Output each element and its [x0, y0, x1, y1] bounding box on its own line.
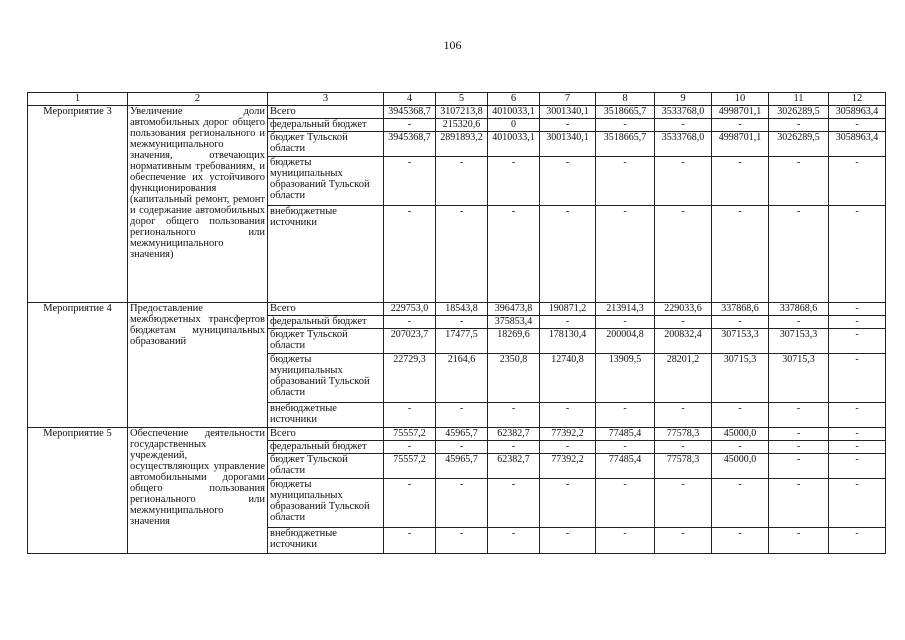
funding-source: бюджеты муниципальных образований Тульской области	[268, 479, 384, 528]
funding-source: бюджеты муниципальных образований Тульской области	[268, 354, 384, 403]
amount-cell: -	[829, 206, 886, 303]
amount-cell: 18543,8	[436, 303, 488, 316]
column-header: 11	[769, 93, 829, 106]
amount-cell: 77578,3	[655, 454, 712, 479]
amount-cell: -	[540, 403, 596, 428]
amount-cell: 75557,2	[384, 454, 436, 479]
amount-cell: 45000,0	[712, 428, 769, 441]
measure-description: Обеспечение деятельности государственных учреждений, осуществляющих управление автомобильными дорогами общего пользования регионального или межмуниципального значения	[128, 428, 268, 554]
amount-cell: 45000,0	[712, 454, 769, 479]
amount-cell: -	[655, 157, 712, 206]
column-header: 12	[829, 93, 886, 106]
amount-cell: -	[540, 206, 596, 303]
table-body	[28, 106, 886, 554]
amount-cell: 12740,8	[540, 354, 596, 403]
amount-cell: -	[712, 441, 769, 454]
amount-cell: -	[436, 528, 488, 554]
amount-cell: 3518665,7	[596, 132, 655, 157]
measure-label: Мероприятие 4	[28, 303, 128, 428]
amount-cell: 178130,4	[540, 329, 596, 354]
header-row	[28, 93, 886, 106]
amount-cell: 3945368,7	[384, 106, 436, 119]
amount-cell: 4998701,1	[712, 106, 769, 119]
amount-cell: -	[596, 528, 655, 554]
amount-cell: 18269,6	[488, 329, 540, 354]
amount-cell: 4010033,1	[488, 132, 540, 157]
amount-cell: 62382,7	[488, 428, 540, 441]
amount-cell: 3533768,0	[655, 106, 712, 119]
column-header: 6	[488, 93, 540, 106]
amount-cell: -	[769, 119, 829, 132]
amount-cell: 307153,3	[769, 329, 829, 354]
amount-cell: -	[829, 157, 886, 206]
amount-cell: 22729,3	[384, 354, 436, 403]
amount-cell: -	[829, 354, 886, 403]
column-header: 9	[655, 93, 712, 106]
funding-source: Всего	[268, 428, 384, 441]
amount-cell: 3001340,1	[540, 106, 596, 119]
amount-cell: -	[596, 119, 655, 132]
amount-cell: 4998701,1	[712, 132, 769, 157]
amount-cell: -	[436, 157, 488, 206]
amount-cell: -	[436, 479, 488, 528]
amount-cell: -	[829, 403, 886, 428]
amount-cell: 75557,2	[384, 428, 436, 441]
funding-source: бюджеты муниципальных образований Тульской области	[268, 157, 384, 206]
table-row	[28, 106, 886, 119]
amount-cell: -	[712, 479, 769, 528]
amount-cell: -	[655, 441, 712, 454]
amount-cell: -	[384, 119, 436, 132]
table-row	[28, 303, 886, 316]
amount-cell: -	[596, 403, 655, 428]
funding-source: бюджет Тульской области	[268, 329, 384, 354]
amount-cell: -	[829, 329, 886, 354]
amount-cell: -	[829, 441, 886, 454]
measure-label: Мероприятие 5	[28, 428, 128, 554]
amount-cell: -	[712, 157, 769, 206]
amount-cell: -	[829, 479, 886, 528]
amount-cell: -	[769, 428, 829, 441]
amount-cell: -	[384, 479, 436, 528]
amount-cell: 45965,7	[436, 428, 488, 441]
amount-cell: -	[436, 403, 488, 428]
amount-cell: -	[540, 316, 596, 329]
amount-cell: -	[769, 479, 829, 528]
amount-cell: 3058963,4	[829, 132, 886, 157]
funding-source: внебюджетные источники	[268, 528, 384, 554]
amount-cell: -	[436, 441, 488, 454]
amount-cell: -	[488, 479, 540, 528]
amount-cell: 200004,8	[596, 329, 655, 354]
funding-source: бюджет Тульской области	[268, 454, 384, 479]
amount-cell: 337868,6	[769, 303, 829, 316]
amount-cell: -	[655, 528, 712, 554]
amount-cell: -	[655, 316, 712, 329]
amount-cell: -	[712, 528, 769, 554]
page-number: 106	[443, 38, 462, 52]
column-header: 5	[436, 93, 488, 106]
amount-cell: 3945368,7	[384, 132, 436, 157]
amount-cell: -	[384, 157, 436, 206]
measure-description: Увеличение доли автомобильных дорог общего пользования регионального и межмуниципального значения, отвечающих нормативным требованиям, и обеспечение их устойчивого функционирования (капитальный ремонт, ремонт и содержание автомобильных дорог общего пользования регионального или межмуниципального значения)	[128, 106, 268, 303]
amount-cell: -	[769, 316, 829, 329]
funding-source: внебюджетные источники	[268, 206, 384, 303]
amount-cell: -	[829, 303, 886, 316]
amount-cell: 13909,5	[596, 354, 655, 403]
amount-cell: -	[769, 403, 829, 428]
amount-cell: 77392,2	[540, 428, 596, 441]
amount-cell: 3026289,5	[769, 106, 829, 119]
amount-cell: 3058963,4	[829, 106, 886, 119]
amount-cell: -	[596, 316, 655, 329]
column-header: 3	[268, 93, 384, 106]
amount-cell: 3107213,8	[436, 106, 488, 119]
amount-cell: -	[488, 441, 540, 454]
amount-cell: -	[488, 528, 540, 554]
amount-cell: -	[829, 428, 886, 441]
amount-cell: -	[769, 206, 829, 303]
amount-cell: -	[829, 316, 886, 329]
amount-cell: 17477,5	[436, 329, 488, 354]
amount-cell: 215320,6	[436, 119, 488, 132]
column-header: 8	[596, 93, 655, 106]
amount-cell: -	[596, 479, 655, 528]
amount-cell: -	[540, 528, 596, 554]
amount-cell: 77485,4	[596, 454, 655, 479]
amount-cell: -	[712, 403, 769, 428]
amount-cell: 30715,3	[769, 354, 829, 403]
amount-cell: -	[540, 479, 596, 528]
amount-cell: 229753,0	[384, 303, 436, 316]
amount-cell: 207023,7	[384, 329, 436, 354]
amount-cell: -	[596, 157, 655, 206]
amount-cell: -	[769, 528, 829, 554]
amount-cell: 229033,6	[655, 303, 712, 316]
amount-cell: -	[829, 119, 886, 132]
column-header: 4	[384, 93, 436, 106]
amount-cell: 2164,6	[436, 354, 488, 403]
amount-cell: -	[712, 206, 769, 303]
column-header: 1	[28, 93, 128, 106]
amount-cell: -	[436, 316, 488, 329]
funding-source: внебюджетные источники	[268, 403, 384, 428]
amount-cell: -	[712, 316, 769, 329]
column-header: 2	[128, 93, 268, 106]
amount-cell: -	[384, 316, 436, 329]
amount-cell: -	[596, 206, 655, 303]
amount-cell: -	[540, 157, 596, 206]
amount-cell: 28201,2	[655, 354, 712, 403]
funding-source: федеральный бюджет	[268, 316, 384, 329]
amount-cell: 45965,7	[436, 454, 488, 479]
amount-cell: -	[384, 528, 436, 554]
amount-cell: -	[488, 157, 540, 206]
amount-cell: -	[712, 119, 769, 132]
amount-cell: -	[436, 206, 488, 303]
amount-cell: 307153,3	[712, 329, 769, 354]
amount-cell: 213914,3	[596, 303, 655, 316]
amount-cell: 30715,3	[712, 354, 769, 403]
amount-cell: -	[769, 157, 829, 206]
amount-cell: -	[769, 454, 829, 479]
amount-cell: 4010033,1	[488, 106, 540, 119]
amount-cell: 2350,8	[488, 354, 540, 403]
measure-description: Предоставление межбюджетных трансфертов бюджетам муниципальных образований	[128, 303, 268, 428]
amount-cell: 0	[488, 119, 540, 132]
amount-cell: -	[655, 403, 712, 428]
budget-table	[27, 92, 886, 554]
amount-cell: 396473,8	[488, 303, 540, 316]
amount-cell: -	[488, 403, 540, 428]
amount-cell: 200832,4	[655, 329, 712, 354]
amount-cell: 77485,4	[596, 428, 655, 441]
amount-cell: -	[384, 441, 436, 454]
amount-cell: 190871,2	[540, 303, 596, 316]
amount-cell: 3026289,5	[769, 132, 829, 157]
amount-cell: 3533768,0	[655, 132, 712, 157]
amount-cell: -	[488, 206, 540, 303]
amount-cell: -	[829, 454, 886, 479]
amount-cell: 77392,2	[540, 454, 596, 479]
funding-source: Всего	[268, 106, 384, 119]
funding-source: федеральный бюджет	[268, 119, 384, 132]
amount-cell: -	[540, 441, 596, 454]
amount-cell: -	[655, 206, 712, 303]
funding-source: Всего	[268, 303, 384, 316]
amount-cell: 3518665,7	[596, 106, 655, 119]
amount-cell: 62382,7	[488, 454, 540, 479]
amount-cell: -	[829, 528, 886, 554]
amount-cell: 337868,6	[712, 303, 769, 316]
table-row	[28, 428, 886, 441]
funding-source: федеральный бюджет	[268, 441, 384, 454]
amount-cell: 77578,3	[655, 428, 712, 441]
amount-cell: -	[655, 479, 712, 528]
amount-cell: 3001340,1	[540, 132, 596, 157]
amount-cell: -	[655, 119, 712, 132]
amount-cell: -	[769, 441, 829, 454]
column-header: 7	[540, 93, 596, 106]
amount-cell: 375853,4	[488, 316, 540, 329]
amount-cell: 2891893,2	[436, 132, 488, 157]
amount-cell: -	[540, 119, 596, 132]
column-header: 10	[712, 93, 769, 106]
amount-cell: -	[596, 441, 655, 454]
amount-cell: -	[384, 206, 436, 303]
funding-source: бюджет Тульской области	[268, 132, 384, 157]
measure-label: Мероприятие 3	[28, 106, 128, 303]
amount-cell: -	[384, 403, 436, 428]
